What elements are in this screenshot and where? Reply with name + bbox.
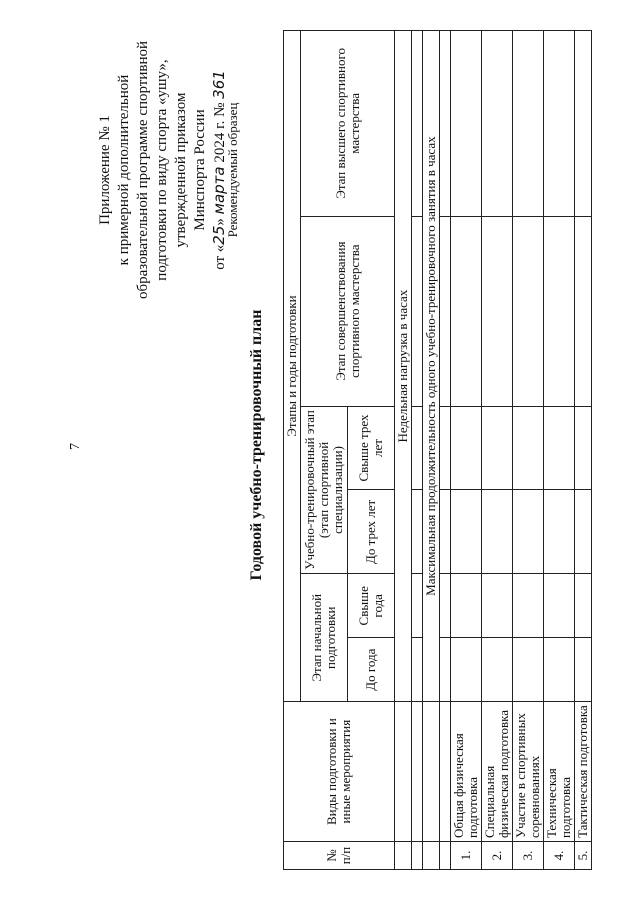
stage-improvement-header: Этап совершенствования спортивного мастерства [301, 216, 395, 406]
sub-upto-three: До трех лет [348, 490, 395, 574]
order-date-line: от «25» марта 2024 г. № 361 [210, 70, 228, 270]
max-duration-row: Максимальная продолжительность одного учебно-тренировочного занятия в часах [423, 31, 440, 702]
appendix-line: образовательной программе спортивной [135, 40, 151, 300]
order-month: марта [210, 166, 228, 215]
table-row: 2. Специальная физическая подготовка [482, 31, 513, 870]
appendix-line: подготовки по виду спорта «ушу», [154, 59, 170, 281]
sub-over-three: Свыше трех лет [348, 406, 395, 490]
appendix-title: Приложение № 1 [97, 115, 113, 225]
page-number: 7 [68, 443, 83, 450]
table-row: 1. Общая физическая подготовка [451, 31, 482, 870]
col-num-header: № п/п [284, 842, 395, 870]
appendix-line: Минспорта России [192, 109, 208, 231]
sub-over-year: Свыше года [348, 574, 395, 638]
sub-upto-year: До года [348, 638, 395, 702]
weekly-load-row: Недельная нагрузка в часах [395, 31, 412, 702]
col-types-header: Виды подготовки и иные мероприятия [284, 702, 395, 842]
stage-training-header: Учебно-тренировочный этап (этап спортивной специализации) [301, 406, 348, 574]
appendix-line: утвержденной приказом [173, 92, 189, 248]
stages-header: Этапы и годы подготовки [284, 31, 301, 702]
stage-higher-header: Этап высшего спортивного мастерства [301, 31, 395, 217]
appendix-line: к примерной дополнительной [116, 74, 132, 266]
table-row: 4. Техническая подготовка [544, 31, 575, 870]
training-plan-table [283, 30, 592, 870]
order-number: 361 [210, 70, 228, 99]
appendix-header [96, 5, 230, 335]
order-day: 25 [210, 225, 228, 245]
table-row: 3. Участие в спортивных соревнованиях [513, 31, 544, 870]
plan-title: Годовой учебно-тренировочный план [248, 309, 265, 581]
recommended-sample: Рекомендуемый образец [225, 102, 240, 238]
stage-initial-header: Этап начальной подготовки [301, 574, 348, 702]
table-row: 5. Тактическая подготовка [575, 31, 592, 870]
